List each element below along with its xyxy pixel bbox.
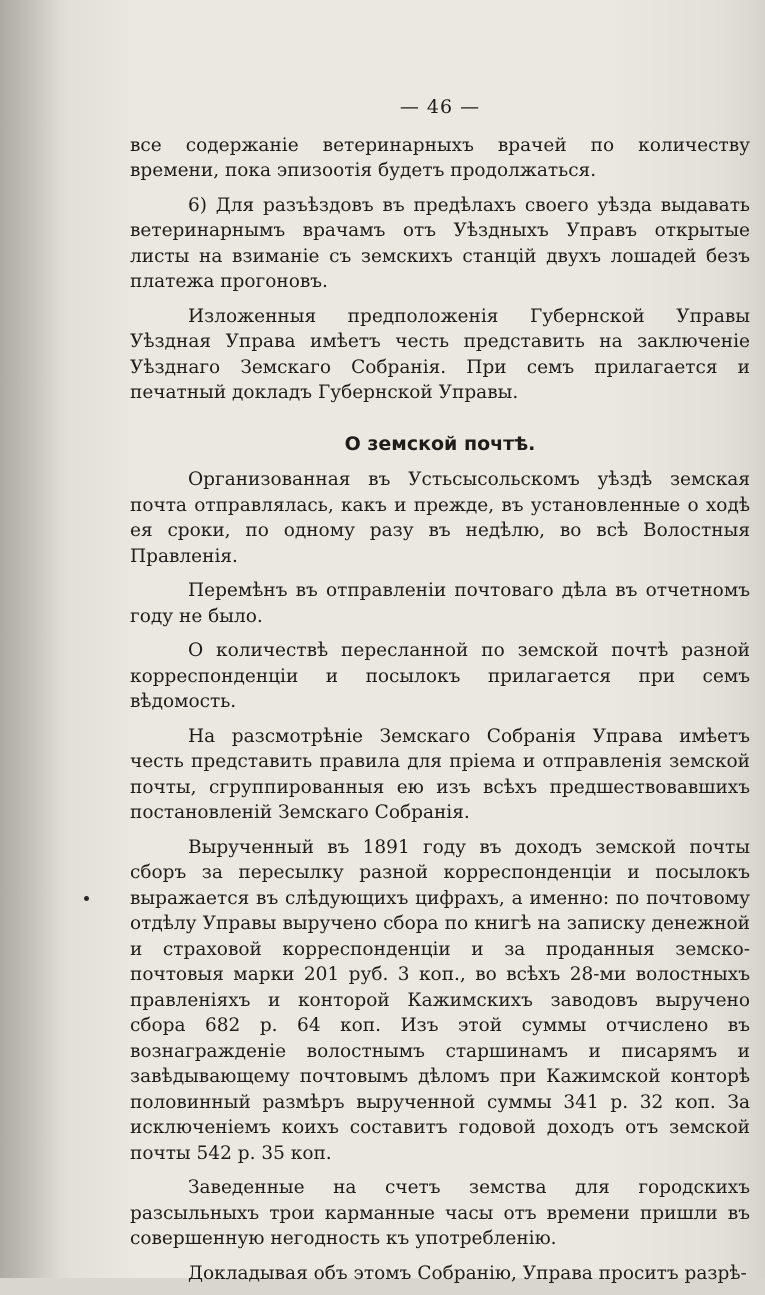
paragraph-5: Перемѣнъ въ отправленіи почтоваго дѣла въ отчетномъ году не было.: [130, 580, 750, 627]
binding-gutter-shadow: [0, 0, 60, 1278]
paragraph-3: Изложенныя предположенія Губернской Управы Уѣздная Управа имѣетъ честь представить на заключеніе Уѣзднаго Земскаго Собранія. При семъ прилагается и печатный докладъ Губернской Управы.: [130, 305, 750, 403]
paragraph-4: Организованная въ Устьсысольскомъ уѣздѣ земская почта отправлялась, какъ и прежде, въ установленные о ходѣ ея сроки, по одному разу въ недѣлю, во всѣ Волостныя Правленія.: [130, 469, 750, 567]
paragraph-8: Вырученный въ 1891 году въ доходъ земской почты сборъ за пересылку разной корреспонденціи и посылокъ выражается въ слѣдующихъ цифрахъ, а именно: по почтовому отдѣлу Управы выручено сбора по книгѣ на записку денежной и страховой корреспонденціи и за проданныя земско-почтовыя марки 201 руб. 3 коп., во всѣхъ 28-ми волостныхъ правленіяхъ и конторой Кажимскихъ заводовъ выручено сбора 682 р. 64 коп. Изъ этой суммы отчислено въ вознагражденіе волостнымъ старшинамъ и писарямъ и завѣдывающему почтовымъ дѣломъ при Кажимской конторѣ половинный размѣръ вырученной суммы 341 р. 32 коп. За исключеніемъ коихъ составитъ годовой доходъ отъ земской почты 542 р. 35 коп.: [130, 836, 750, 1164]
paragraph-2: 6) Для разъѣздовъ въ предѣлахъ своего уѣзда выдавать ветеринарнымъ врачамъ отъ Уѣздныхъ Управъ открытые листы на взиманіе съ земскихъ станцій двухъ лошадей безъ платежа прогоновъ.: [130, 194, 750, 292]
document-page: [130, 95, 750, 1295]
paragraph-9: Заведенные на счетъ земства для городскихъ разсыльныхъ трои карманные часы отъ времени пришли въ совершенную негодность къ употребленію.: [130, 1177, 750, 1249]
paragraph-10: Докладывая объ этомъ Собранію, Управа проситъ разрѣ-: [188, 1262, 747, 1284]
paragraph-6: О количествѣ пересланной по земской почтѣ разной корреспонденціи и посылокъ прилагается при семъ вѣдомость.: [130, 640, 750, 712]
section-heading: О земской почтѣ.: [344, 432, 536, 455]
ink-speck: [84, 896, 89, 901]
page-number: — 46 —: [399, 96, 481, 118]
paragraph-1: все содержаніе ветеринарныхъ врачей по количеству времени, пока эпизоотія будетъ продолжаться.: [130, 134, 750, 181]
paragraph-7: На разсмотрѣніе Земскаго Собранія Управа имѣетъ честь представить правила для пріема и отправленія земской почты, сгруппированныя ею изъ всѣхъ предшествовавшихъ постановленій Земскаго Собранія.: [130, 725, 750, 823]
